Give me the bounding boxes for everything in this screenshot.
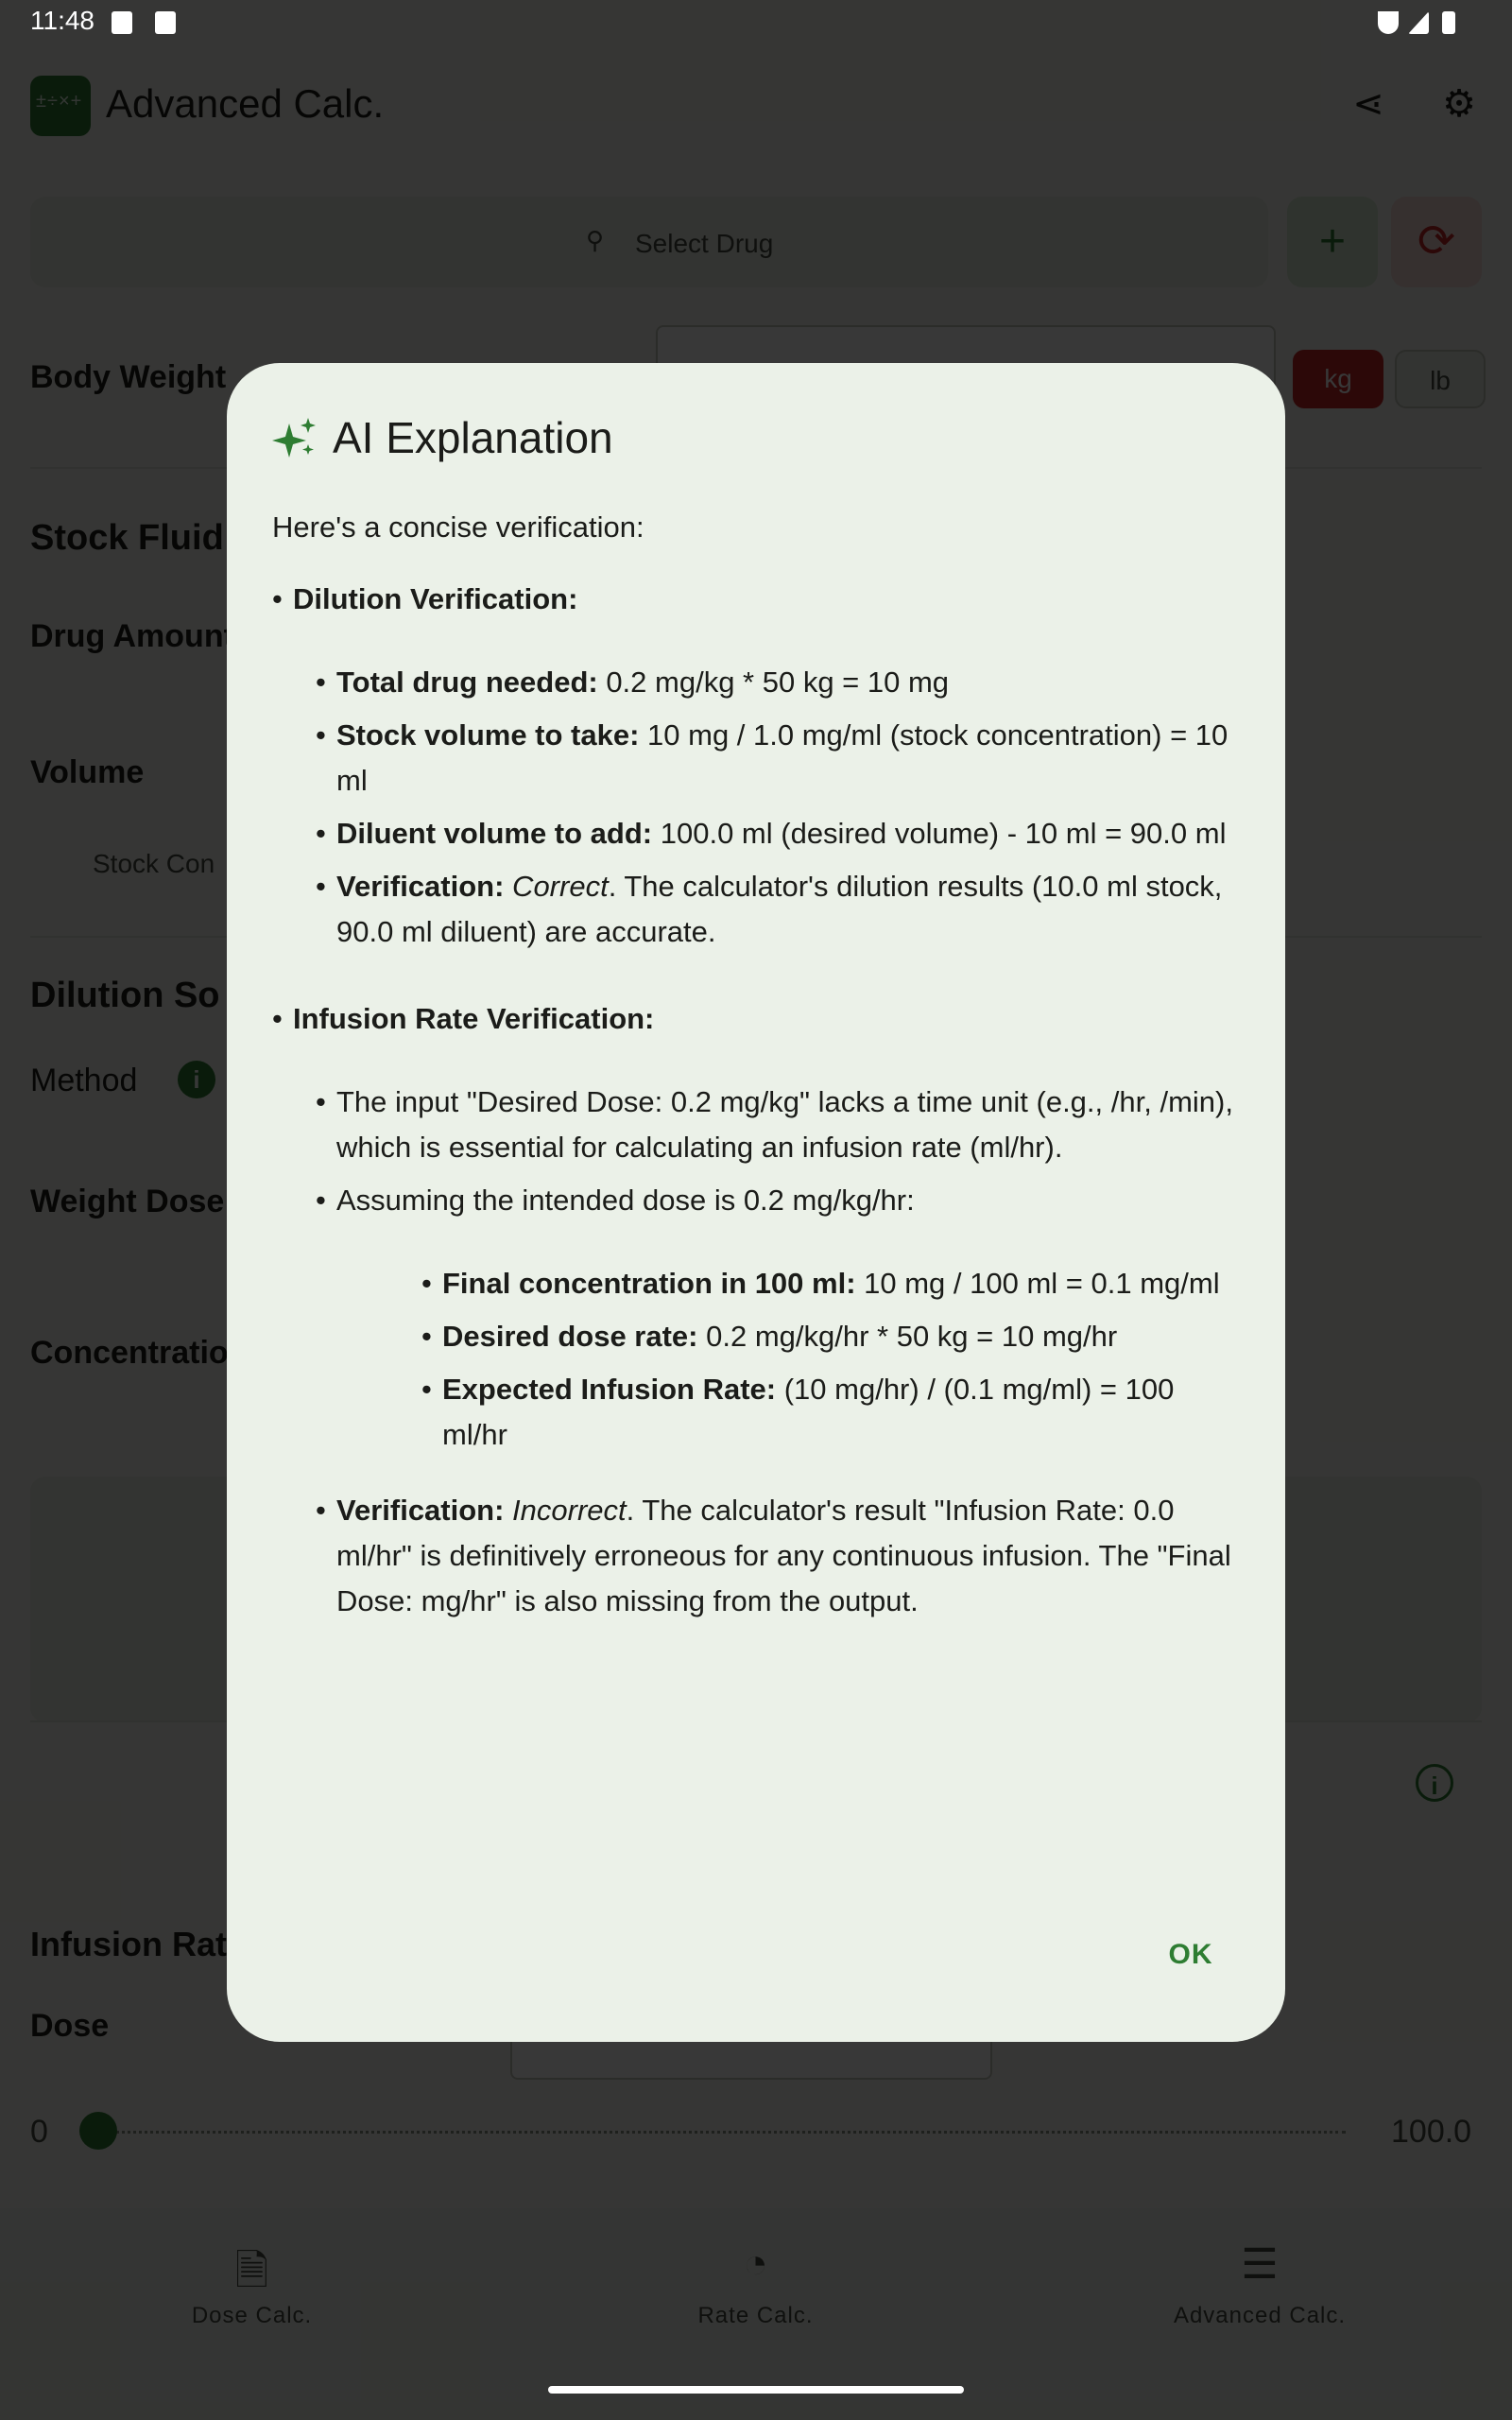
item-text: 0.2 mg/kg * 50 kg = 10 mg [597,666,950,699]
item-bold: Expected Infusion Rate: [442,1373,777,1406]
item-bold: Stock volume to take: [336,718,640,752]
item-text: The input "Desired Dose: 0.2 mg/kg" lacks a time unit (e.g., /hr, /min), which is essential for calculating an infusion rate (ml/hr). [336,1085,1233,1164]
status-time: 11:48 [30,6,94,35]
keyboard-notification-icon [155,11,176,34]
list-item: • Desired dose rate: 0.2 mg/kg/hr * 50 kg = 10 mg/hr [421,1320,1118,1353]
item-text: 10 mg / 100 ml = 0.1 mg/ml [855,1267,1220,1300]
list-item: • Assuming the intended dose is 0.2 mg/kg/hr: [316,1178,1246,1223]
list-item: • The input "Desired Dose: 0.2 mg/kg" lacks a time unit (e.g., /hr, /min), which is essential for calculating an infusion rate (ml/hr). [316,1080,1246,1170]
item-bold: Verification: [336,870,505,903]
item-text: 0.2 mg/kg/hr * 50 kg = 10 mg/hr [697,1320,1118,1353]
item-bold: Total drug needed: [336,666,598,699]
home-gesture-bar[interactable] [548,2386,964,2394]
sparkle-icon [272,416,318,461]
dialog-title: AI Explanation [333,413,613,462]
ai-explanation-dialog [227,363,1285,2042]
ok-button[interactable]: OK [1168,1939,1213,1970]
list-item: • Expected Infusion Rate: (10 mg/hr) / (0.1 mg/ml) = 100 ml/hr [421,1373,1175,1451]
list-item: • Diluent volume to add: 100.0 ml (desired volume) - 10 ml = 90.0 ml [316,817,1227,850]
item-text: . The calculator's dilution results (10.0 ml stock, 90.0 ml diluent) are accurate. [336,870,1223,948]
infusion-list [316,1080,1246,1223]
item-bold: Diluent volume to add: [336,817,653,850]
intro-text: Here's a concise verification: [272,510,644,544]
infusion-section-heading: • Infusion Rate Verification: [272,996,1246,1042]
infusion-heading-text: Infusion Rate Verification: [293,1002,655,1035]
battery-icon [1442,11,1455,34]
list-item: • Stock volume to take: 10 mg / 1.0 mg/ml (stock concentration) = 10 ml [316,718,1228,797]
dilution-list [316,660,1246,955]
sd-card-icon [112,11,132,34]
infusion-verification-list [316,1488,1246,1624]
item-text: 100.0 ml (desired volume) - 10 ml = 90.0 ml [652,817,1227,850]
assumption-list [421,1261,1246,1458]
dilution-section-heading: • Dilution Verification: [272,577,1246,622]
item-text: 10 mg / 1.0 mg/ml (stock concentration) = 10 ml [336,718,1228,797]
dilution-heading-text: Dilution Verification: [293,582,578,615]
item-bold: Desired dose rate: [442,1320,698,1353]
list-item: • Total drug needed: 0.2 mg/kg * 50 kg = 10 mg [316,666,950,699]
item-text: (10 mg/hr) / (0.1 mg/ml) = 100 ml/hr [442,1373,1175,1451]
item-text: . The calculator's result "Infusion Rate: 0.0 ml/hr" is definitively erroneous for any continuous infusion. The "Final Dose: mg/hr" is also missing from the output. [336,1494,1231,1617]
item-italic: Correct [504,870,609,903]
wifi-icon [1378,11,1399,34]
list-item: • Verification: Incorrect. The calculator's result "Infusion Rate: 0.0 ml/hr" is definitively erroneous for any continuous infusion. The "Final Dose: mg/hr" is also missing from the output. [316,1494,1231,1617]
item-bold: Verification: [336,1494,505,1527]
item-bold: Final concentration in 100 ml: [442,1267,856,1300]
item-italic: Incorrect [504,1494,627,1527]
list-item: • Final concentration in 100 ml: 10 mg / 100 ml = 0.1 mg/ml [421,1267,1220,1300]
item-text: Assuming the intended dose is 0.2 mg/kg/hr: [336,1184,915,1217]
dialog-content [272,505,1246,1632]
list-item: • Verification: Correct. The calculator's dilution results (10.0 ml stock, 90.0 ml diluent) are accurate. [316,870,1223,948]
